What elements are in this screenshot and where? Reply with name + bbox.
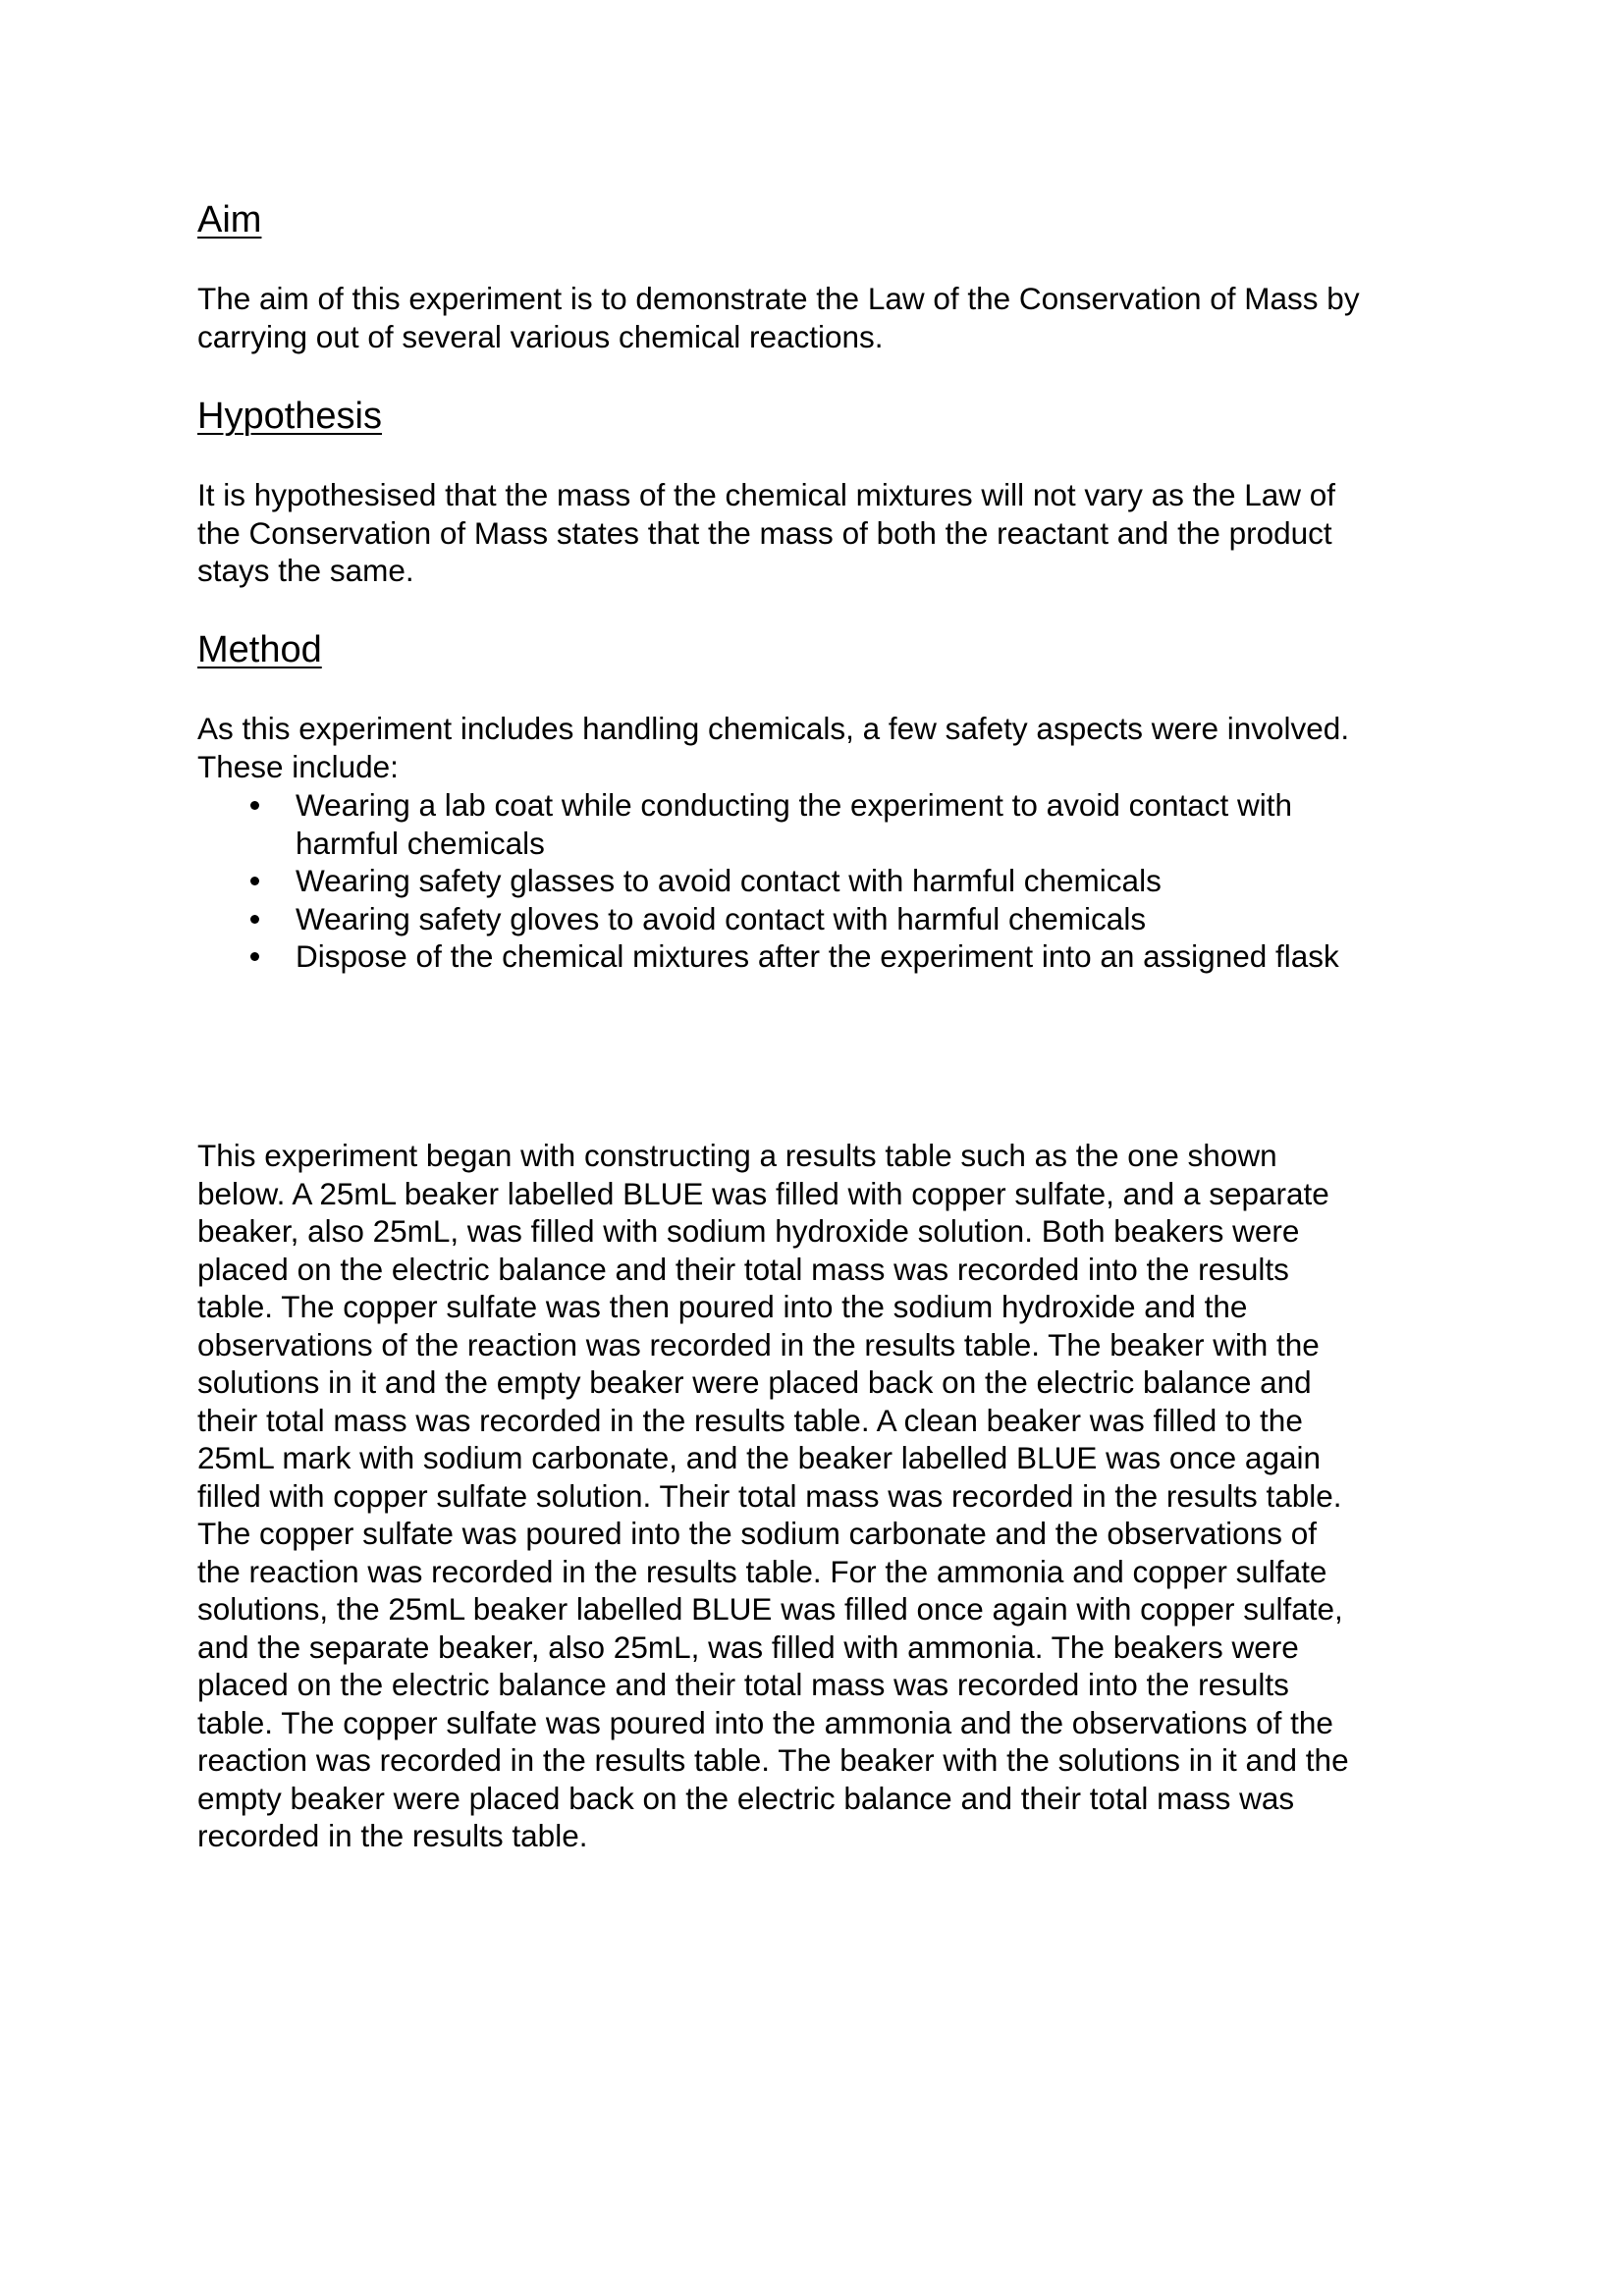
hypothesis-text [197,476,1335,590]
method-intro [197,710,1349,785]
aim-line-1: The aim of this experiment is to demonstrate the Law of the Conservation of Mass by [197,281,1360,316]
bullet-1-line-1: Wearing a lab coat while conducting the experiment to avoid contact with [296,787,1292,823]
procedure-line: their total mass was recorded in the results table. A clean beaker was filled to the [197,1402,1303,1438]
method-intro-line-1: As this experiment includes handling chemicals, a few safety aspects were involved. [197,711,1350,746]
procedure-line: reaction was recorded in the results table. The beaker with the solutions in it and the [197,1742,1349,1778]
procedure-line: table. The copper sulfate was then poured into the sodium hydroxide and the [197,1289,1248,1324]
procedure-line: the reaction was recorded in the results table. For the ammonia and copper sulfate [197,1553,1327,1589]
list-item [197,937,1474,976]
aim-line-2: carrying out of several various chemical reactions. [197,318,884,354]
hypothesis-line-2: the Conservation of Mass states that the mass of both the reactant and the product [197,514,1332,551]
procedure-line: This experiment began with constructing a results table such as the one shown [197,1138,1277,1173]
procedure-line: solutions, the 25mL beaker labelled BLUE was filled once again with copper sulfate, [197,1591,1343,1627]
method-heading: Method [197,629,322,670]
procedure-line: The copper sulfate was poured into the sodium carbonate and the observations of [197,1516,1317,1551]
procedure-line: empty beaker were placed back on the electric balance and their total mass was [197,1780,1295,1816]
procedure-line: placed on the electric balance and their total mass was recorded into the results [197,1667,1289,1702]
bullet-4-line-1: Dispose of the chemical mixtures after the experiment into an assigned flask [296,938,1339,974]
procedure-line: table. The copper sulfate was poured into the ammonia and the observations of the [197,1704,1333,1740]
hypothesis-line-3: stays the same. [197,553,414,588]
procedure-line: beaker, also 25mL, was filled with sodium hydroxide solution. Both beakers were [197,1213,1300,1249]
method-intro-line-2: These include: [197,748,399,784]
procedure-line: solutions in it and the empty beaker were placed back on the electric balance and [197,1364,1312,1400]
procedure-line: placed on the electric balance and their total mass was recorded into the results [197,1251,1289,1287]
safety-list [197,786,1474,976]
list-item [197,786,1474,862]
procedure-text [197,1137,1349,1855]
bullet-2-line-1: Wearing safety glasses to avoid contact with harmful chemicals [296,863,1162,898]
bullet-icon [250,877,259,885]
procedure-line: below. A 25mL beaker labelled BLUE was filled with copper sulfate, and a separate [197,1175,1329,1211]
procedure-line: and the separate beaker, also 25mL, was filled with ammonia. The beakers were [197,1629,1299,1665]
aim-heading: Aim [197,199,262,240]
aim-text [197,280,1360,355]
bullet-1-line-2: harmful chemicals [296,825,545,861]
bullet-3-line-1: Wearing safety gloves to avoid contact with harmful chemicals [296,900,1147,936]
list-item [197,900,1474,938]
procedure-line: observations of the reaction was recorded in the results table. The beaker with the [197,1326,1320,1362]
procedure-line: filled with copper sulfate solution. Their total mass was recorded in the results table. [197,1477,1342,1514]
hypothesis-heading: Hypothesis [197,396,382,437]
bullet-icon [250,952,259,961]
bullet-icon [250,915,259,924]
bullet-icon [250,801,259,810]
procedure-line: 25mL mark with sodium carbonate, and the beaker labelled BLUE was once again [197,1440,1321,1475]
hypothesis-line-1: It is hypothesised that the mass of the chemical mixtures will not vary as the Law of [197,477,1336,512]
list-item [197,862,1474,900]
procedure-line: recorded in the results table. [197,1818,588,1853]
